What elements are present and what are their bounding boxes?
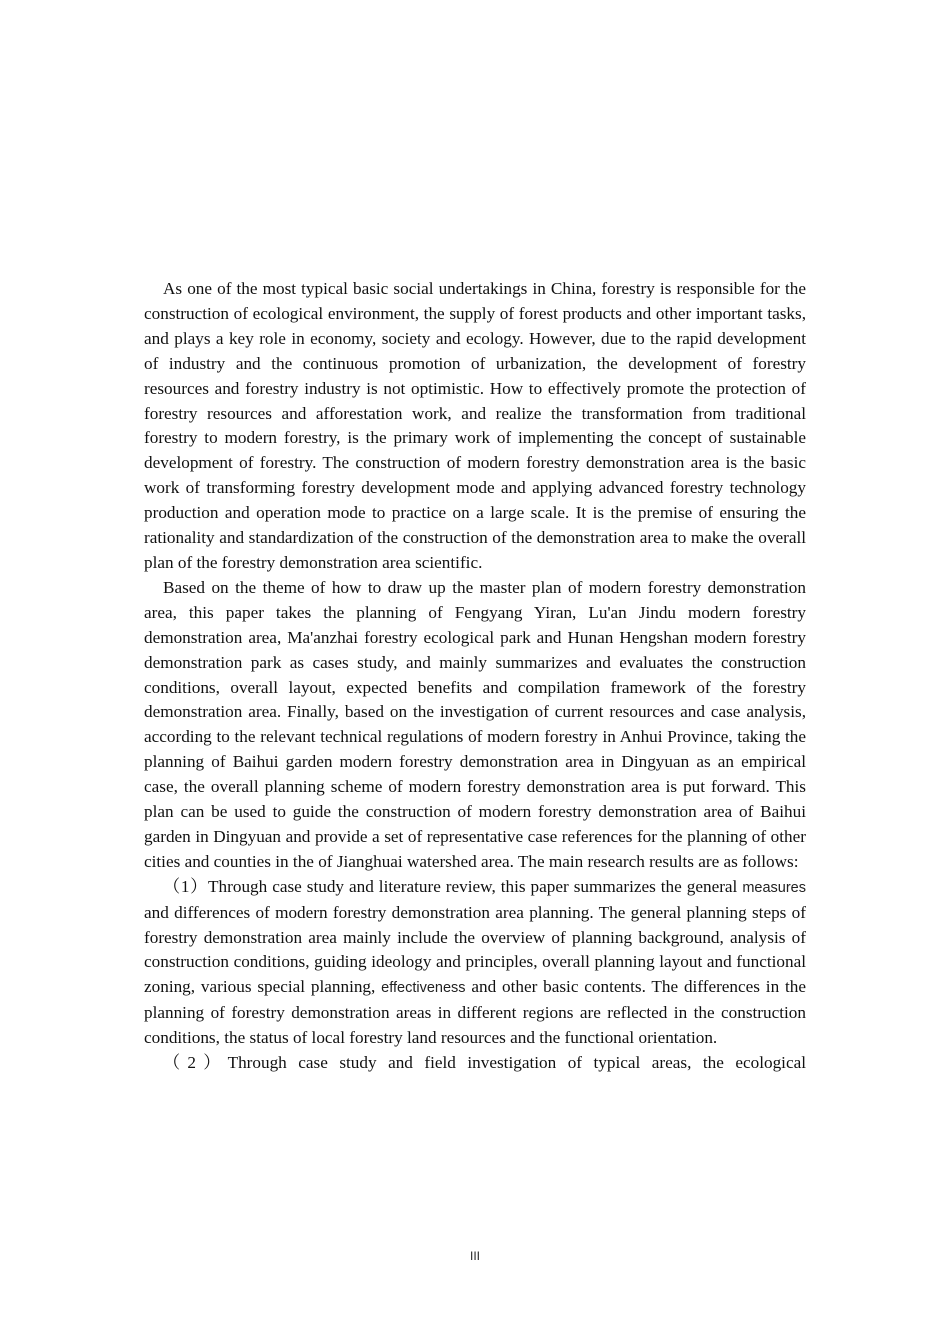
paragraph-result-2: （2）Through case study and field investigation of typical areas, the ecological [163,1053,806,1073]
result-1-text-a: （1）Through case study and literature review, this paper summarizes the general [163,876,743,896]
paragraph-theme: Based on the theme of how to draw up the master plan of modern forestry demonstration area, this paper takes the planning of Fengyang Yiran, Lu'an Jindu modern forestry demonstration area, Ma'anzhai forestry ecological park and Hunan Hengshan modern forestry demonstration park as cases study, and mainly summarizes and evaluates the construction conditions, overall layout, expected benefits and compilation framework of the forestry demonstration area. Finally, based on the investigation of current resources and case analysis, according to the relevant technical regulations of modern forestry in Anhui Province, taking the planning of Baihui garden modern forestry demonstration area in Dingyuan as an empirical case, the overall planning scheme of modern forestry demonstration area is put forward. This plan can be used to guide the construction of modern forestry demonstration area of Baihui garden in Dingyuan and provide a set of representative case references for the planning of other cities and counties in the of Jianghuai watershed area. The main research results are as follows: [144,577,806,871]
result-1-word-effectiveness: effectiveness [381,980,466,997]
page-number: III [469,1249,480,1263]
paragraph-intro: As one of the most typical basic social undertakings in China, forestry is responsible for the construction of ecological environment, the supply of forest products and other important tasks, and plays a key role in economy, society and ecology. However, due to the rapid development of industry and the continuous promotion of urbanization, the development of forestry resources and forestry industry is not optimistic. How to effectively promote the protection of forestry resources and afforestation work, and realize the transformation from traditional forestry to modern forestry, is the primary work of implementing the concept of sustainable development of forestry. The construction of modern forestry demonstration area is the basic work of transforming forestry development mode and applying advanced forestry technology production and operation mode to practice on a large scale. It is the premise of ensuring the rationality and standardization of the construction of the demonstration area to make the overall plan of the forestry demonstration area scientific. [144,279,806,572]
result-1-word-measures: measures [742,879,806,896]
paragraph-result-1 [144,875,806,1051]
result-1-text-e: and other basic contents. The differences in the planning of forestry demonstration areas in different regions are reflected in the construction conditions, the status of local forestry land resources and the functional orientation. [144,977,806,1048]
abstract-body [144,277,806,1076]
result-1-text-c: and differences of modern forestry demonstration area planning. The general planning steps of forestry demonstration area mainly include the overview of planning background, analysis of construction conditions, guiding ideology and principles, overall planning layout and functional zoning, various special planning, [144,902,806,997]
